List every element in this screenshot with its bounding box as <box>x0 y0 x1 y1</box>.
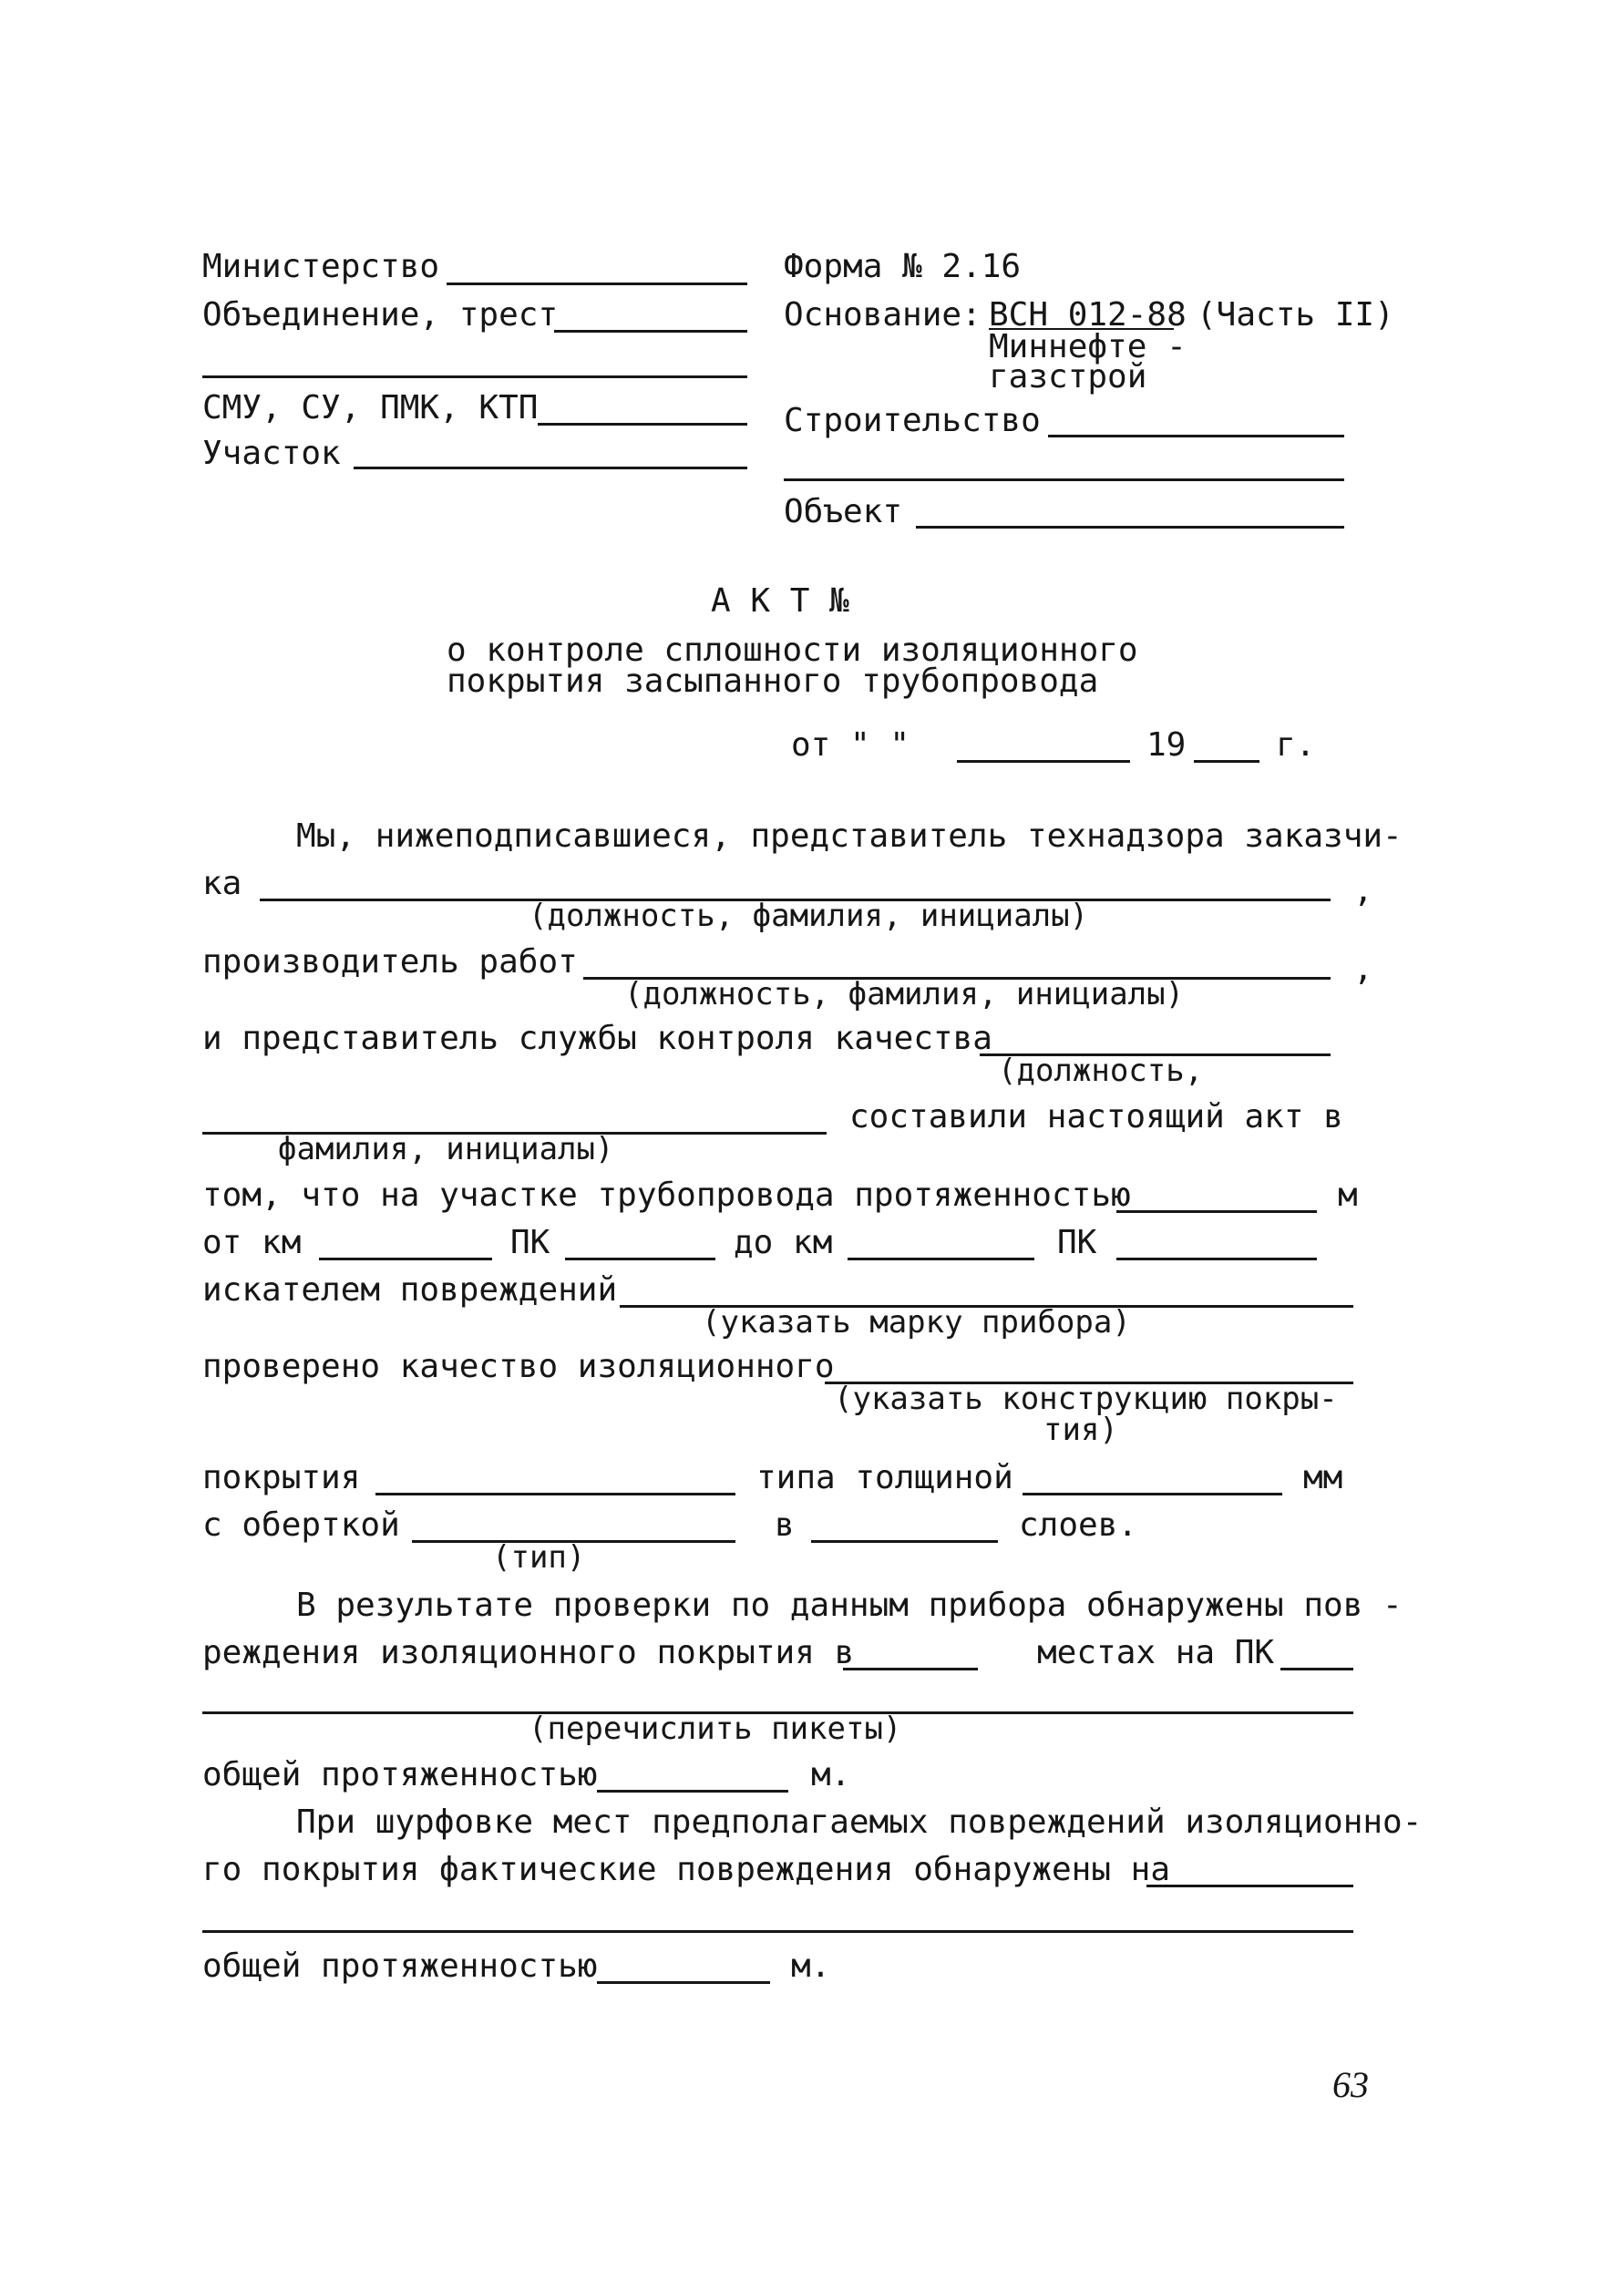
coating-label: покрытия <box>202 1459 361 1496</box>
total-length-field-2[interactable] <box>597 1981 770 1984</box>
pit-line-1: При шурфовке мест предполагаемых повреждений изоляционно- <box>296 1803 1423 1841</box>
compiled-text: составили настоящий акт в <box>849 1098 1343 1136</box>
page-number: 63 <box>1332 2064 1369 2105</box>
caption-type: (тип) <box>492 1539 586 1576</box>
section-field[interactable] <box>354 467 747 469</box>
caption-name: фамилия, инициалы) <box>278 1131 614 1167</box>
act-subtitle-line-1: о контроле сплошности изоляционного <box>447 632 1138 669</box>
wrap-label: с оберткой <box>202 1506 400 1544</box>
basis-document: ВСН 012-88 <box>989 296 1187 334</box>
object-field[interactable] <box>916 526 1344 529</box>
m-dot-1: м. <box>811 1756 851 1793</box>
damage-pk-field[interactable] <box>1280 1668 1353 1670</box>
construction-field[interactable] <box>1048 435 1344 437</box>
damage-places-field[interactable] <box>843 1668 978 1670</box>
places-on-pk-label: местах на ПК <box>1037 1634 1275 1671</box>
type-thickness-label: типа толщиной <box>756 1459 1013 1496</box>
total-length-label-1: общей протяженностью <box>202 1756 598 1793</box>
layers-count-field[interactable] <box>811 1540 998 1543</box>
date-g-label: г. <box>1276 726 1316 764</box>
coating-type-field[interactable] <box>375 1493 735 1495</box>
section-length-label: том, что на участке трубопровода протяженностью <box>202 1177 1131 1214</box>
basis-prefix: Основание: <box>784 296 982 334</box>
smu-label: СМУ, СУ, ПМК, КТП <box>202 389 539 426</box>
date-from-label: от " " <box>791 726 910 764</box>
m-dot-2: м. <box>791 1947 831 1985</box>
total-length-label-2: общей протяженностью <box>202 1947 598 1985</box>
thickness-field[interactable] <box>1023 1493 1282 1495</box>
smu-field[interactable] <box>538 423 747 426</box>
date-year-field[interactable] <box>1194 760 1259 763</box>
ministry-field[interactable] <box>447 283 747 285</box>
unit-mm: мм <box>1303 1459 1343 1496</box>
actual-damage-field-line-2[interactable] <box>202 1930 1353 1933</box>
date-month-field[interactable] <box>957 760 1130 763</box>
comma-2: , <box>1353 951 1373 988</box>
actual-damage-field[interactable] <box>1146 1885 1353 1887</box>
caption-position-2: (должность, фамилия, инициалы) <box>624 976 1185 1012</box>
from-km-field[interactable] <box>319 1258 492 1260</box>
object-label: Объект <box>784 493 903 530</box>
qc-rep-label: и представитель службы контроля качества <box>202 1020 992 1057</box>
basis-org-line-2: газстрой <box>989 358 1147 396</box>
detector-label: искателем повреждений <box>202 1271 618 1309</box>
date-19-label: 19 <box>1146 726 1187 764</box>
result-line-1: В результате проверки по данным прибора обнаружены пов - <box>296 1587 1403 1624</box>
caption-position-1: (должность, фамилия, инициалы) <box>529 898 1089 934</box>
to-km-field[interactable] <box>848 1258 1034 1260</box>
pk-label-1: ПК <box>510 1224 550 1261</box>
caption-device: (указать марку прибора) <box>702 1304 1131 1341</box>
to-km-label: до км <box>734 1224 833 1261</box>
paragraph-1-line-1: Мы, нижеподписавшиеся, представитель технадзора заказчи- <box>296 817 1403 855</box>
act-subtitle-line-2: покрытия засыпанного трубопровода <box>447 663 1099 700</box>
works-producer-label: производитель работ <box>202 943 578 981</box>
pk-field-2[interactable] <box>1116 1258 1317 1260</box>
act-title: А К Т № <box>711 582 849 620</box>
construction-label: Строительство <box>784 402 1041 439</box>
from-km-label: от км <box>202 1224 302 1261</box>
pk-field-1[interactable] <box>565 1258 715 1260</box>
pk-label-2: ПК <box>1057 1224 1097 1261</box>
association-field[interactable] <box>554 330 747 333</box>
association-field-line-2[interactable] <box>202 375 747 378</box>
section-label: Участок <box>202 435 341 472</box>
in-label: в <box>775 1506 795 1544</box>
construction-field-line-2[interactable] <box>784 478 1344 481</box>
paragraph-1-ka: ка <box>202 865 242 902</box>
caption-construction-1: (указать конструкцию покры- <box>834 1381 1338 1417</box>
basis-part: (Часть II) <box>1197 296 1394 334</box>
association-label: Объединение, трест <box>202 296 559 334</box>
section-length-field[interactable] <box>1116 1210 1317 1213</box>
caption-position-3: (должность, <box>998 1053 1204 1089</box>
result-line-2: реждения изоляционного покрытия в <box>202 1634 855 1671</box>
layers-label: слоев. <box>1019 1506 1138 1544</box>
comma-1: , <box>1353 872 1373 909</box>
ministry-label: Министерство <box>202 248 440 285</box>
caption-construction-2: тия) <box>1043 1412 1118 1448</box>
total-length-field-1[interactable] <box>597 1790 788 1793</box>
checked-quality-label: проверено качество изоляционного <box>202 1348 835 1385</box>
caption-pickets: (перечислить пикеты) <box>529 1711 902 1747</box>
form-number: Форма № 2.16 <box>784 248 1022 285</box>
basis-org-line-1: Миннефте - <box>989 328 1187 365</box>
unit-m: м <box>1338 1177 1358 1214</box>
pit-line-2: го покрытия фактические повреждения обнаружены на <box>202 1851 1171 1888</box>
